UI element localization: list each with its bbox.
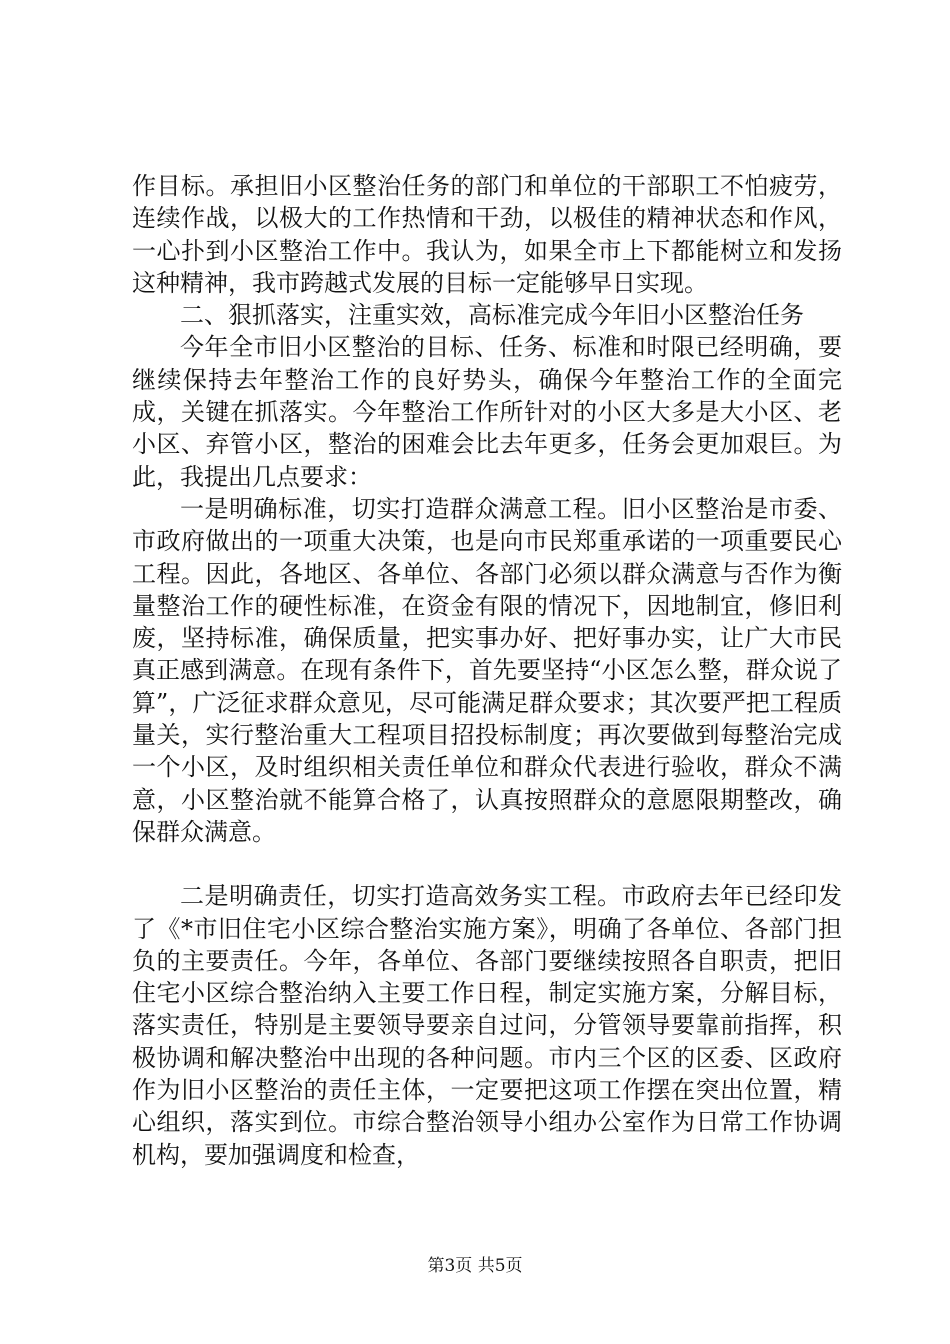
paragraph-intro: 今年全市旧小区整治的目标、任务、标准和时限已经明确，要继续保持去年整治工作的良好势头，确保今年整治工作的全面完成，关键在抓落实。今年整治工作所针对的小区大多是大小区、老小区、弃管小区，整治的困难会比去年更多，任务会更加艰巨。为此，我提出几点要求： bbox=[132, 333, 842, 491]
paragraph-standard: 一是明确标准，切实打造群众满意工程。旧小区整治是市委、市政府做出的一项重大决策，也是向市民郑重承诺的一项重要民心工程。因此，各地区、各单位、各部门必须以群众满意与否作为衡量整治工作的硬性标准，在资金有限的情况下，因地制宜，修旧利废，坚持标准，确保质量，把实事办好、把好事办实，让广大市民真正感到满意。在现有条件下，首先要坚持“小区怎么整，群众说了算”，广泛征求群众意见，尽可能满足群众要求；其次要严把工程质量关，实行整治重大工程项目招投标制度；再次要做到每整治完成一个小区，及时组织相关责任单位和群众代表进行验收，群众不满意，小区整治就不能算合格了，认真按照群众的意愿限期整改，确保群众满意。 bbox=[132, 494, 842, 846]
page-footer: 第3页 共5页 bbox=[427, 1256, 523, 1276]
section-heading: 二、狠抓落实，注重实效，高标准完成今年旧小区整治任务 bbox=[180, 301, 804, 330]
paragraph-continuation: 作目标。承担旧小区整治任务的部门和单位的干部职工不怕疲劳，连续作战，以极大的工作热情和干劲，以极佳的精神状态和作风，一心扑到小区整治工作中。我认为，如果全市上下都能树立和发扬这种精神，我市跨越式发展的目标一定能够早日实现。 bbox=[132, 172, 842, 297]
document-body bbox=[132, 170, 842, 1171]
paragraph-responsibility: 二是明确责任，切实打造高效务实工程。市政府去年已经印发了《*市旧住宅小区综合整治实施方案》，明确了各单位、各部门担负的主要责任。今年，各单位、各部门要继续按照各自职责，把旧住宅小区综合整治纳入主要工作日程，制定实施方案，分解目标，落实责任，特别是主要领导要亲自过问，分管领导要靠前指挥，积极协调和解决整治中出现的各种问题。市内三个区的区委、区政府作为旧小区整治的责任主体，一定要把这项工作摆在突出位置，精心组织，落实到位。市综合整治领导小组办公室作为日常工作协调机构，要加强调度和检查， bbox=[132, 882, 842, 1169]
